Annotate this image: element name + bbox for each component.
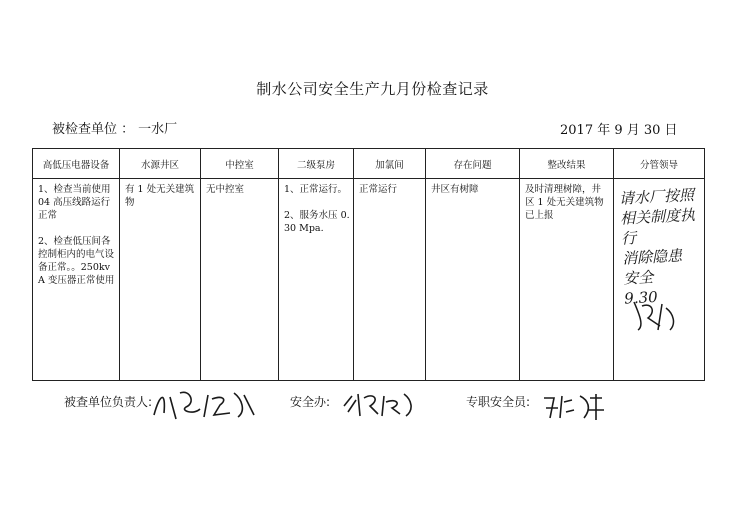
cell-pump-room-text: 1、正常运行。 2、服务水压 0.30 Mpa. — [284, 184, 350, 234]
column-header: 二级泵房 — [279, 149, 354, 179]
unit-head-signature — [150, 385, 260, 423]
safety-office-signature-label: 安全办: — [290, 395, 331, 409]
cell-issues-text: 井区有树障 — [431, 184, 479, 195]
column-header: 水源井区 — [120, 149, 201, 179]
table-row — [33, 179, 705, 381]
inspection-table — [32, 148, 705, 381]
column-header: 存在问题 — [426, 149, 520, 179]
inspected-unit-label: 被检查单位 ： — [52, 122, 135, 137]
safety-officer-signature-label: 专职安全员: — [466, 395, 531, 409]
cell-rectification-text: 及时清理树障，井区 1 处无关建筑物已上报 — [525, 184, 604, 221]
column-header: 中控室 — [201, 149, 279, 179]
cell-chlorination — [354, 179, 426, 381]
inspected-unit-value: 一水厂 — [138, 122, 178, 137]
inspected-unit — [52, 118, 177, 137]
document-title: 制水公司安全生产九月份检查记录 — [256, 80, 489, 98]
cell-pump-room — [279, 179, 354, 381]
leader-handwritten-note: 请水厂按照 相关制度执行 消除隐患 安全 9.30 — [618, 185, 696, 308]
unit-head-signature-label: 被查单位负责人: — [64, 395, 153, 409]
column-header: 分管领导 — [614, 149, 705, 179]
cell-rectification — [520, 179, 614, 381]
inspection-date: 2017 年 9 月 30 日 — [560, 123, 678, 138]
column-header: 高低压电器设备 — [33, 149, 120, 179]
safety-officer-signature — [540, 388, 610, 422]
leader-signature — [630, 296, 690, 336]
column-header: 整改结果 — [520, 149, 614, 179]
column-header: 加氯间 — [354, 149, 426, 179]
cell-control-room-text: 无中控室 — [206, 184, 245, 195]
cell-well-area-text: 有 1 处无关建筑物 — [125, 184, 195, 208]
cell-leader-note — [614, 179, 705, 381]
cell-issues — [426, 179, 520, 381]
cell-electrical-text: 1、检查当前使用 04 高压线路运行正常 2、检查低压间各控制柜内的电气设备正常。。250kvA 变压器正常使用 — [38, 184, 115, 286]
table-header-row — [33, 149, 705, 179]
cell-electrical — [33, 179, 120, 381]
cell-well-area — [120, 179, 201, 381]
cell-control-room — [201, 179, 279, 381]
cell-chlorination-text: 正常运行 — [359, 184, 398, 195]
safety-office-signature — [340, 386, 420, 420]
